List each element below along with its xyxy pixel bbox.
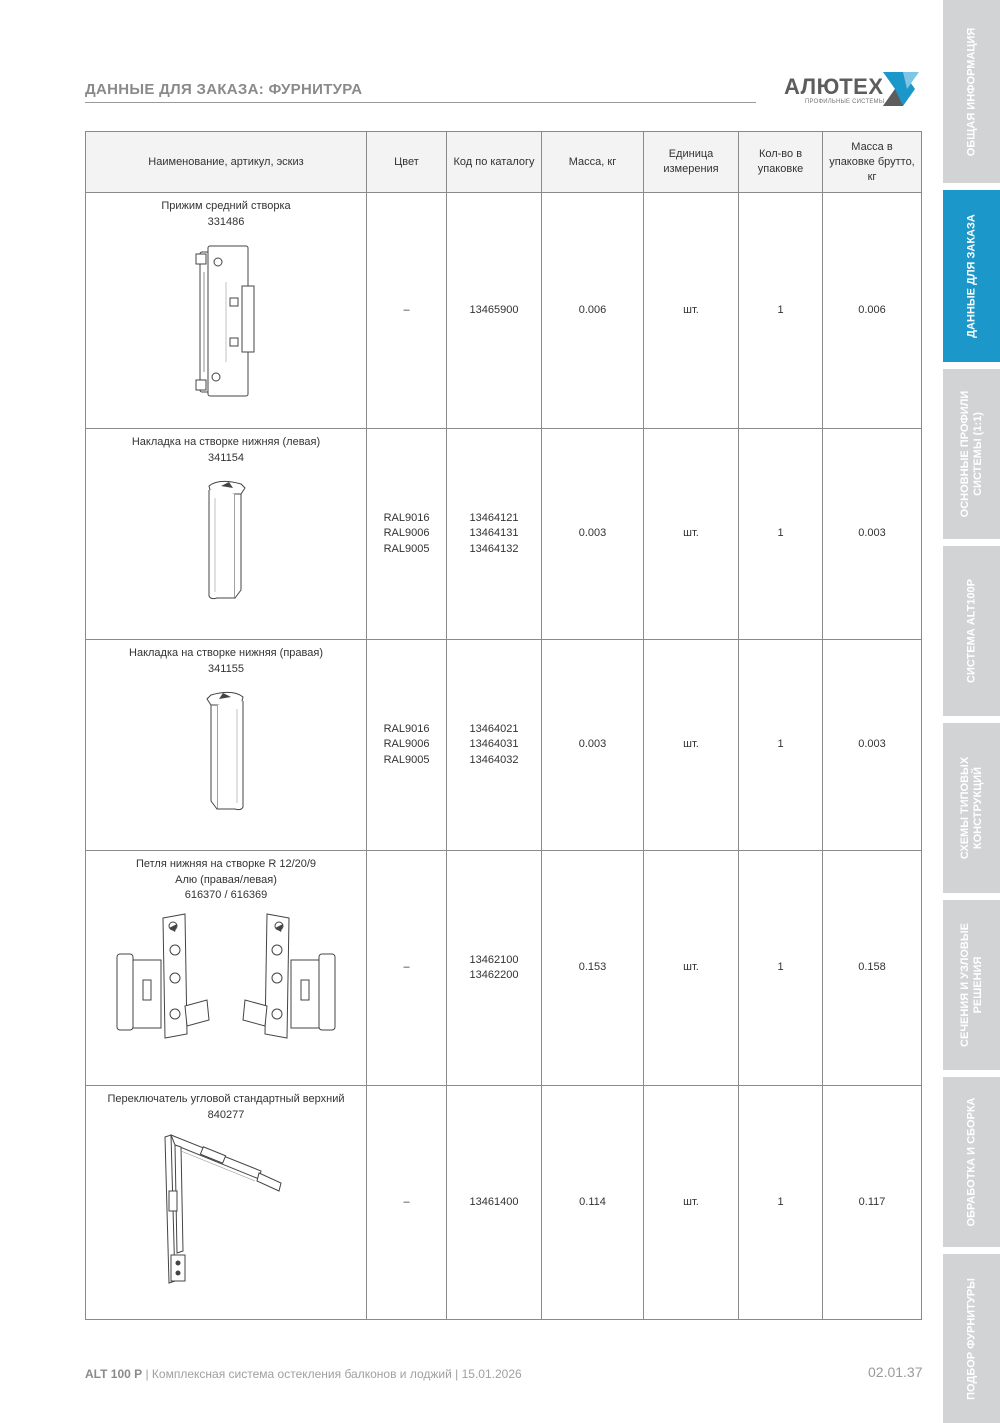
item-name-cell — [86, 1086, 367, 1320]
table-row — [86, 851, 922, 1086]
mass-cell: 0.114 — [542, 1086, 644, 1320]
order-table — [85, 131, 922, 1320]
gross-mass-cell: 0.158 — [823, 851, 922, 1086]
item-article: 341154 — [208, 451, 244, 464]
alutech-logo-mark-icon — [881, 70, 921, 108]
color-cell: – — [367, 1086, 447, 1320]
gross-mass-cell: 0.003 — [823, 640, 922, 851]
unit-cell: шт. — [644, 640, 739, 851]
pressure-clamp-sketch-icon — [186, 242, 266, 402]
tab-general-info[interactable] — [943, 0, 1000, 183]
code-cell: 13462100 13462200 — [447, 851, 542, 1086]
tab-typical-schemes[interactable] — [943, 723, 1000, 893]
item-name: Переключатель угловой стандартный верхний — [107, 1093, 345, 1105]
item-article: 840277 — [207, 1108, 245, 1121]
tab-label: СХЕМЫ ТИПОВЫХ КОНСТРУКЦИЙ — [958, 756, 984, 860]
page-number: 02.01.37 — [868, 1364, 923, 1380]
tab-label: СИСТЕМА ALT100P — [965, 579, 977, 683]
item-name-cell — [86, 193, 367, 429]
tab-label: ОБРАБОТКА И СБОРКА — [965, 1097, 977, 1227]
code-cell: 13464021 13464031 13464032 — [447, 640, 542, 851]
tab-label: ДАННЫЕ ДЛЯ ЗАКАЗА — [965, 214, 977, 338]
qty-cell: 1 — [739, 851, 823, 1086]
bottom-hinge-sketch-icon — [111, 910, 341, 1050]
col-header-qty: Кол-во в упаковке — [739, 132, 823, 193]
table-row — [86, 193, 922, 429]
col-header-name: Наименование, артикул, эскиз — [86, 132, 367, 193]
tab-hardware-selection[interactable] — [943, 1254, 1000, 1423]
tab-label: ОБЩАЯ ИНФОРМАЦИЯ — [965, 27, 977, 156]
item-name-cell — [86, 851, 367, 1086]
title-rule — [85, 102, 756, 103]
bottom-cover-right-sketch-icon — [201, 689, 251, 814]
tab-main-profiles[interactable] — [943, 369, 1000, 539]
item-article: 341155 — [208, 662, 244, 675]
table-row — [86, 429, 922, 640]
page-title: ДАННЫЕ ДЛЯ ЗАКАЗА: ФУРНИТУРА — [85, 81, 363, 98]
table-header-row — [86, 132, 922, 193]
col-header-gross: Масса в упаковке брутто, кг — [823, 132, 922, 193]
qty-cell: 1 — [739, 640, 823, 851]
color-cell: – — [367, 851, 447, 1086]
logo-tagline: ПРОФИЛЬНЫЕ СИСТЕМЫ — [805, 99, 885, 105]
tab-label: ПОДБОР ФУРНИТУРЫ — [965, 1277, 977, 1400]
item-name: Прижим средний створка — [161, 200, 291, 212]
mass-cell: 0.006 — [542, 193, 644, 429]
unit-cell: шт. — [644, 429, 739, 640]
footer-product: ALT 100 P — [85, 1367, 143, 1381]
mass-cell: 0.003 — [542, 640, 644, 851]
code-cell: 13465900 — [447, 193, 542, 429]
item-name-cell — [86, 429, 367, 640]
color-cell: – — [367, 193, 447, 429]
item-name: Петля нижняя на створке R 12/20/9 — [135, 858, 317, 870]
col-header-code: Код по каталогу — [447, 132, 542, 193]
color-cell: RAL9016 RAL9006 RAL9005 — [367, 429, 447, 640]
item-name: Накладка на створке нижняя (правая) — [129, 647, 323, 659]
item-article: 616370 / 616369 — [184, 889, 268, 901]
unit-cell: шт. — [644, 193, 739, 429]
qty-cell: 1 — [739, 1086, 823, 1320]
tab-label: СЕЧЕНИЯ И УЗЛОВЫЕ РЕШЕНИЯ — [958, 923, 984, 1047]
logo — [784, 70, 924, 110]
gross-mass-cell: 0.117 — [823, 1086, 922, 1320]
table-row — [86, 640, 922, 851]
tab-order-data[interactable] — [943, 190, 1000, 362]
unit-cell: шт. — [644, 1086, 739, 1320]
qty-cell: 1 — [739, 429, 823, 640]
table-row — [86, 1086, 922, 1320]
mass-cell: 0.003 — [542, 429, 644, 640]
col-header-mass: Масса, кг — [542, 132, 644, 193]
footer-description: | Комплексная система остекления балконов и лоджий | 15.01.2026 — [142, 1367, 522, 1381]
tab-processing-assembly[interactable] — [943, 1077, 1000, 1247]
gross-mass-cell: 0.006 — [823, 193, 922, 429]
tab-sections-nodes[interactable] — [943, 900, 1000, 1070]
corner-switch-sketch-icon — [151, 1131, 301, 1286]
col-header-color: Цвет — [367, 132, 447, 193]
mass-cell: 0.153 — [542, 851, 644, 1086]
item-name-cell — [86, 640, 367, 851]
gross-mass-cell: 0.003 — [823, 429, 922, 640]
code-cell: 13464121 13464131 13464132 — [447, 429, 542, 640]
color-cell: RAL9016 RAL9006 RAL9005 — [367, 640, 447, 851]
item-article: 331486 — [207, 215, 245, 228]
unit-cell: шт. — [644, 851, 739, 1086]
tab-system-alt100p[interactable] — [943, 546, 1000, 716]
section-sidebar — [943, 0, 1000, 1423]
logo-name: АЛЮТЕХ — [784, 74, 884, 99]
qty-cell: 1 — [739, 193, 823, 429]
code-cell: 13461400 — [447, 1086, 542, 1320]
item-variant: Алю (правая/левая) — [175, 873, 277, 886]
item-name: Накладка на створке нижняя (левая) — [131, 436, 321, 448]
tab-label: ОСНОВНЫЕ ПРОФИЛИ СИСТЕМЫ (1:1) — [958, 390, 984, 518]
col-header-unit: Единица измерения — [644, 132, 739, 193]
bottom-cover-left-sketch-icon — [201, 478, 251, 603]
footer — [85, 1367, 522, 1381]
